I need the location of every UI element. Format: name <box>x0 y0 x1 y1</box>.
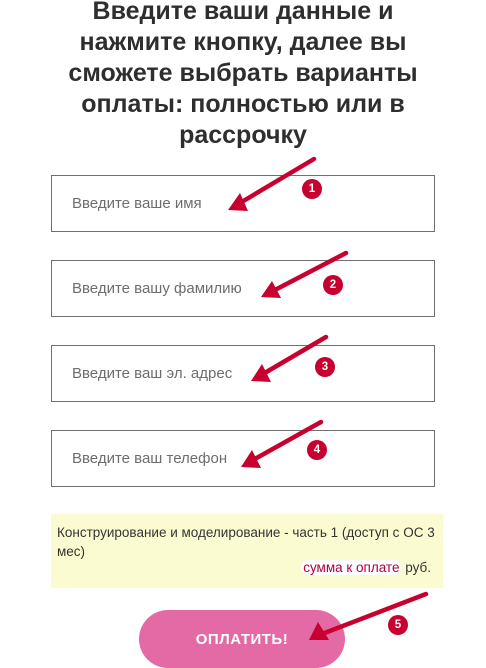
arrow-1-line <box>240 159 314 203</box>
currency-label: руб. <box>405 560 431 575</box>
step-badge-2: 2 <box>323 275 343 295</box>
title-line-4: оплаты: полностью или в <box>81 90 405 118</box>
title-line-1: Введите ваши данные и <box>92 0 394 25</box>
arrow-5-line <box>322 594 426 634</box>
title-line-3: сможете выбрать варианты <box>68 59 418 87</box>
title-line-5: рассрочку <box>179 121 307 149</box>
title-line-2: нажмите кнопку, далее вы <box>79 28 407 56</box>
step-badge-4: 4 <box>307 440 327 460</box>
pay-button[interactable]: ОПЛАТИТЬ! <box>139 610 345 668</box>
product-name: Конструирование и моделирование - часть 1 (доступ с ОС 3 мес) <box>57 525 435 559</box>
amount-link[interactable]: сумма к оплате <box>303 560 400 575</box>
step-badge-3: 3 <box>315 357 335 377</box>
step-badge-5: 5 <box>388 615 408 635</box>
step-badge-1: 1 <box>302 179 322 199</box>
